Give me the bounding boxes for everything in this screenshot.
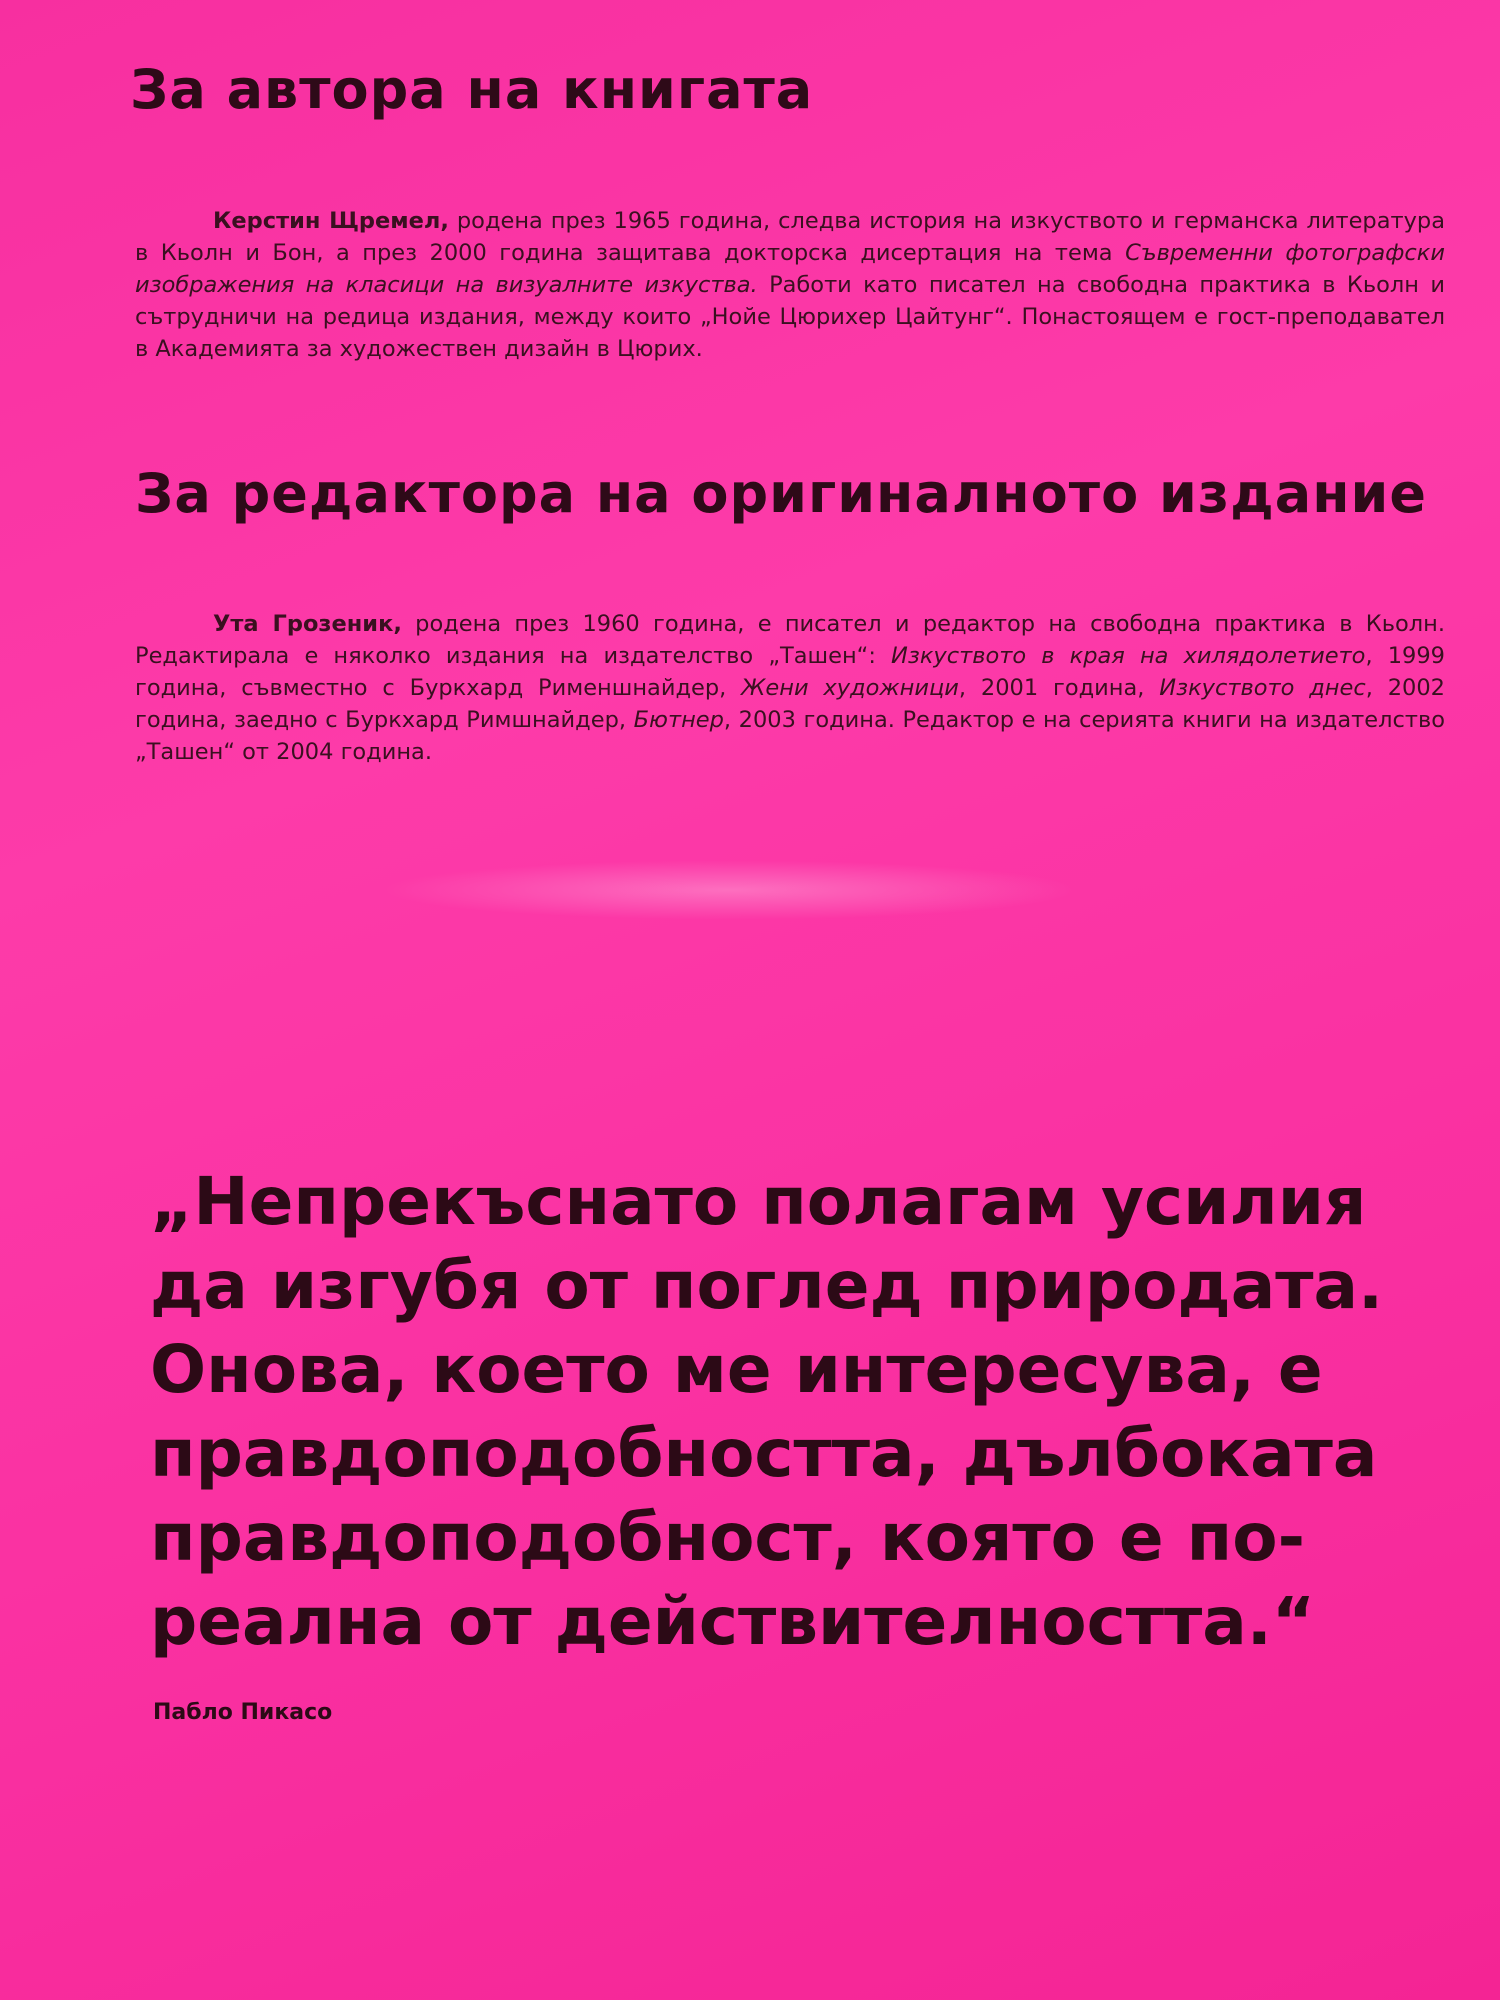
editor-bio-text-4: , 2002 година, заедно с Буркхард Римшнайдер, bbox=[135, 675, 1445, 733]
editor-bio bbox=[135, 608, 1445, 768]
editor-bio-text-2: , 1999 година, съвместно с Буркхард Рименшнайдер, bbox=[135, 643, 1445, 701]
author-heading: За автора на книгата bbox=[130, 58, 814, 121]
book-title-4: Бютнер bbox=[633, 707, 724, 733]
quote-attribution: Пабло Пикасо bbox=[153, 1700, 333, 1725]
editor-name: Ута Грозеник, bbox=[213, 611, 402, 637]
author-bio-text: родена през 1965 година, следва история на изкуството и германска литература в Кьолн и Бон, а през 2000 година защитава докторска дисертация на тема bbox=[135, 208, 1445, 266]
dissertation-title: Съвременни фотографски изображения на класици на визуалните изкуства. bbox=[135, 240, 1445, 298]
picasso-quote: „Непрекъснато полагам усилия да изгубя от поглед природата. Онова, което ме интересува, е правдоподобността, дълбоката правдоподобност, която е по-реална от действителността.“ bbox=[150, 1163, 1384, 1660]
editor-heading: За редактора на оригиналното издание bbox=[135, 462, 1428, 525]
book-title-3: Изкуството днес bbox=[1159, 675, 1366, 701]
editor-bio-text-3: , 2001 година, bbox=[958, 675, 1160, 701]
book-title-1: Изкуството в края на хилядолетието bbox=[891, 643, 1366, 669]
book-title-2: Жени художници bbox=[741, 675, 959, 701]
editor-bio-text-5: , 2003 година. Редактор е на серията книги на издателство „Ташен“ от 2004 година. bbox=[135, 707, 1445, 765]
author-bio bbox=[135, 205, 1445, 365]
editor-bio-text: родена през 1960 година, е писател и редактор на свободна практика в Кьолн. Редактирала е няколко издания на издателство „Ташен“: bbox=[135, 611, 1445, 669]
author-bio-text-2: Работи като писател на свободна практика в Кьолн и сътрудничи на редица издания, между които „Нойе Цюрихер Цайтунг“. Понастоящем е гост-преподавател в Академията за художествен дизайн в Цюрих. bbox=[135, 272, 1446, 362]
author-name: Керстин Щремел, bbox=[213, 208, 449, 234]
